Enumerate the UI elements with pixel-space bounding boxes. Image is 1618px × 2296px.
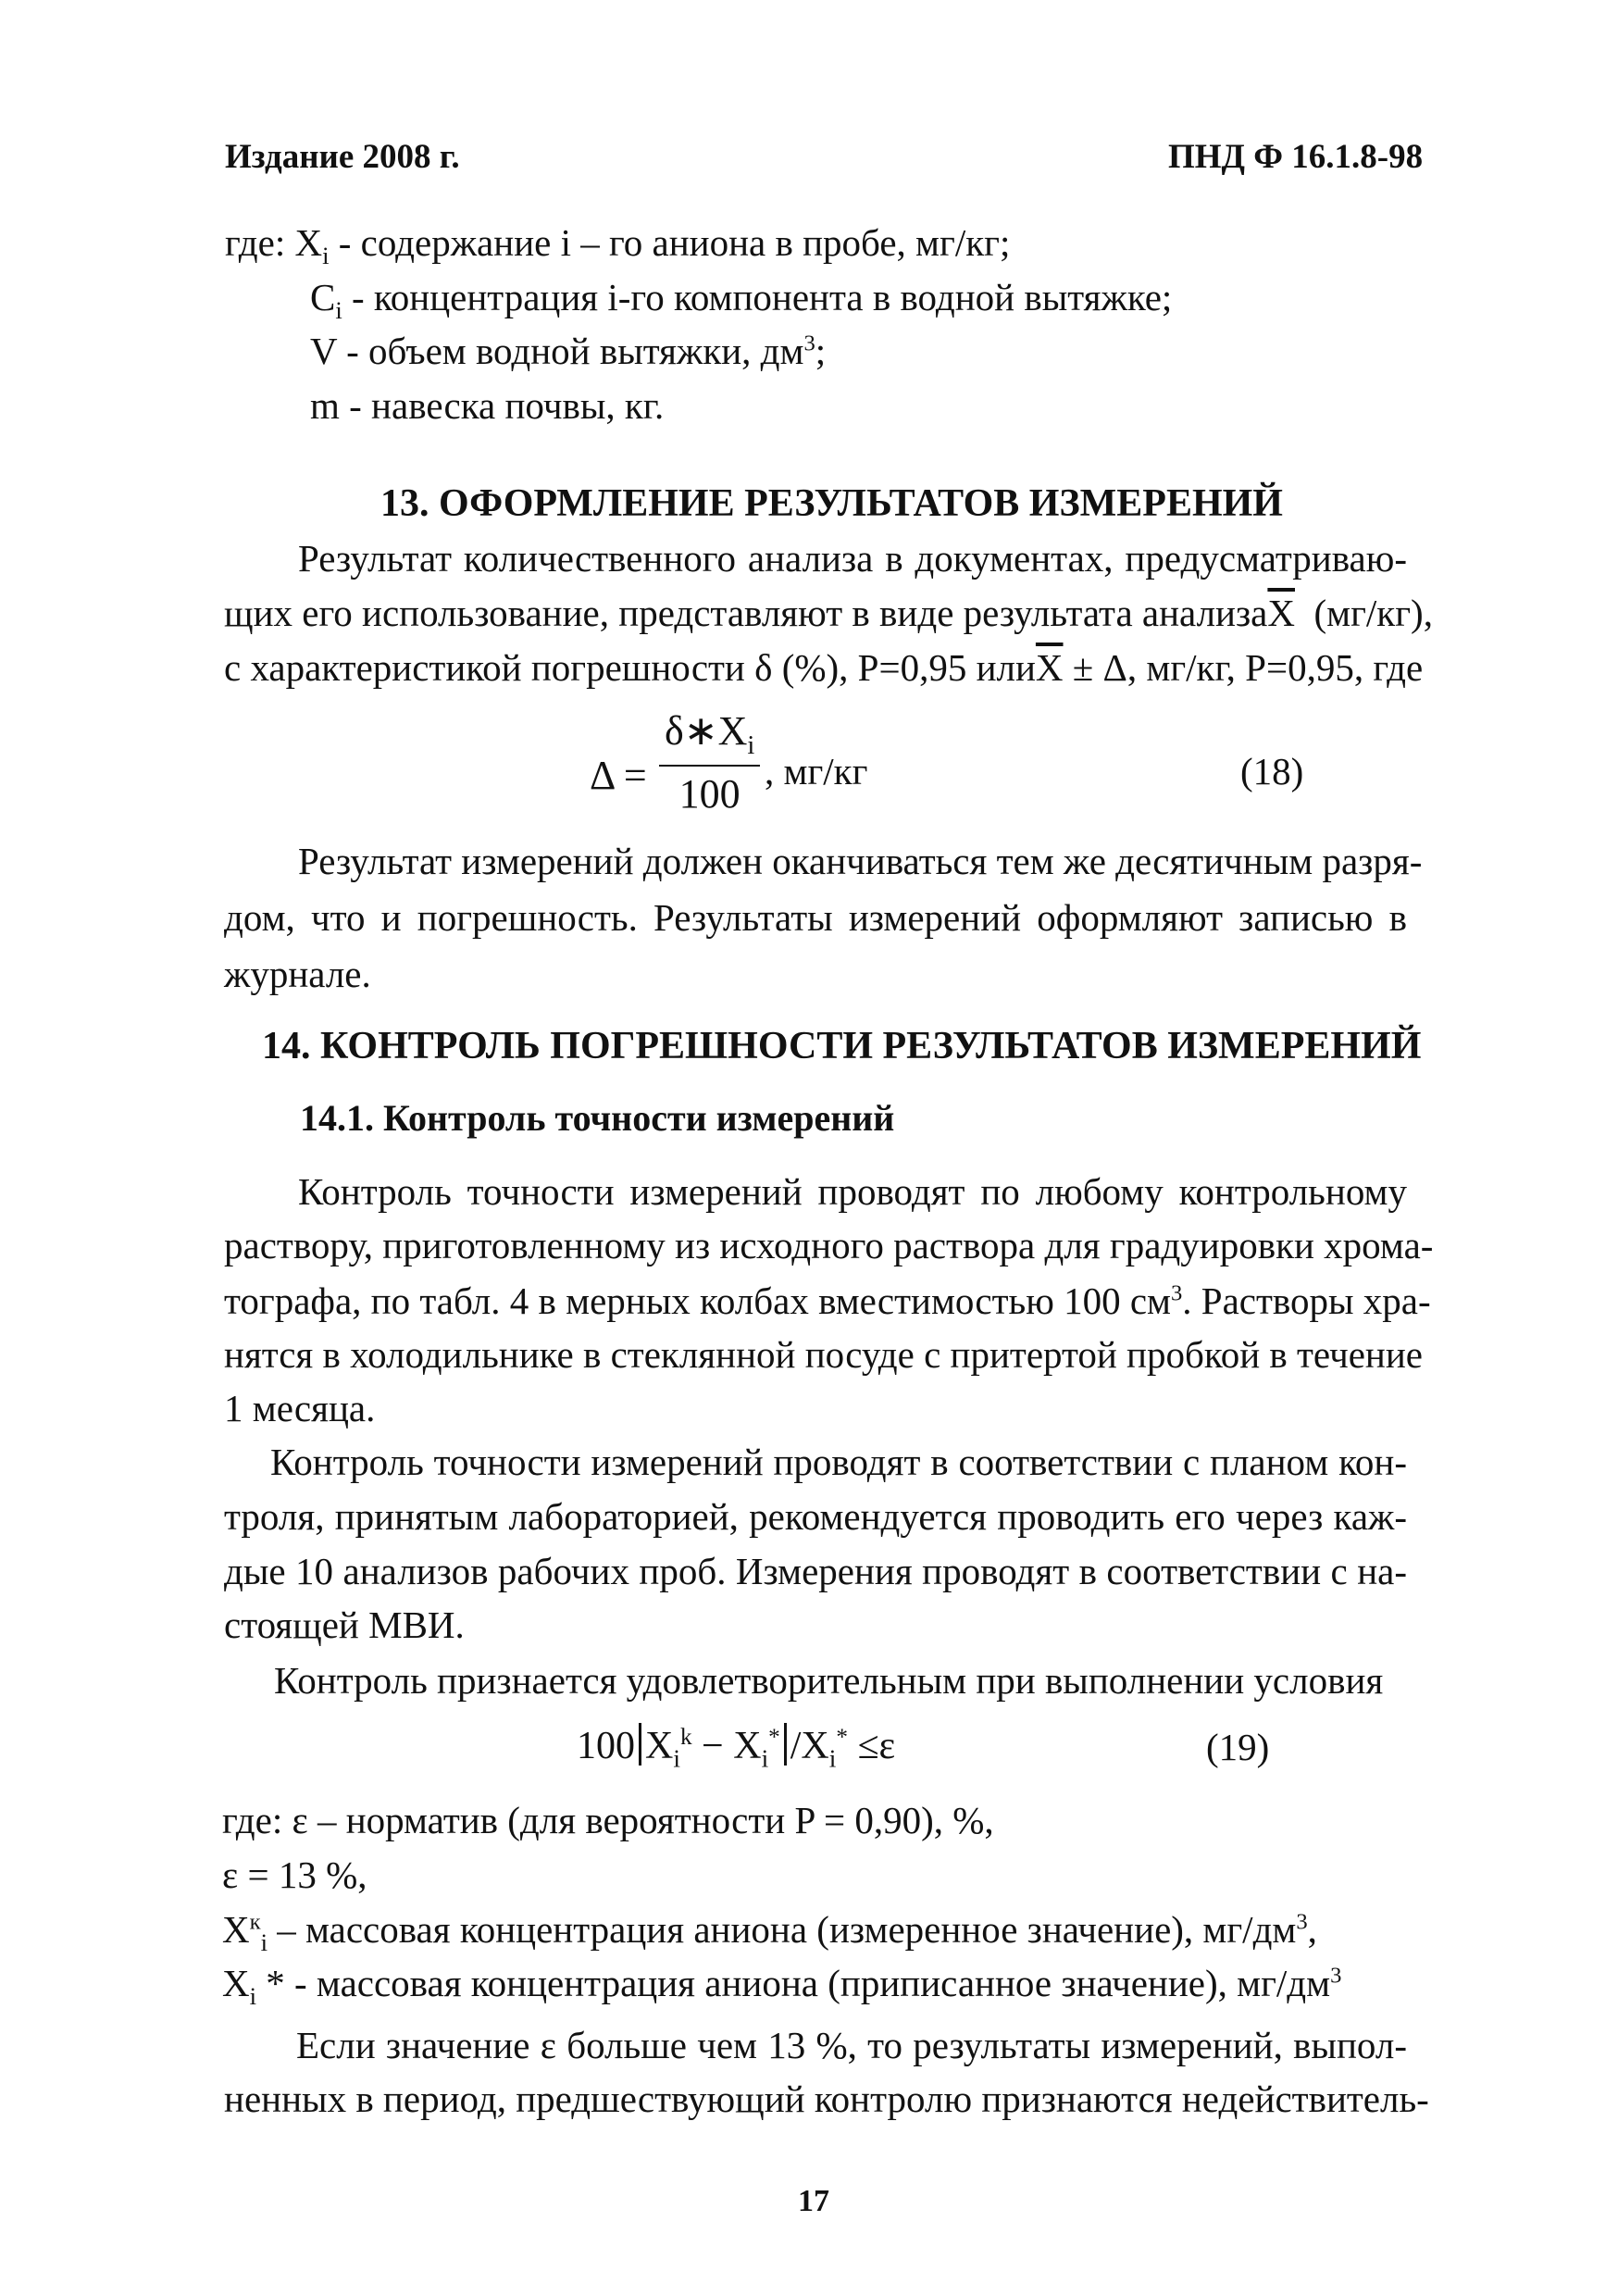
s14-p1-line4: нятся в холодильнике в стеклянной посуде с притертой пробкой в течение	[224, 1333, 1423, 1376]
s14-where-xk: $X^к_i$ – массовая концентрация аниона (измеренное значение), $мг/дм^3$,	[222, 1908, 1317, 1957]
formula-19: 100 $X_i^k - X_i^*$ $/X_i^* \le\varepsilon$	[577, 1725, 896, 1773]
s14-p3: Контроль признается удовлетворительным при выполнении условия	[274, 1659, 1384, 1702]
s13-p1-line1: Результат количественного анализа в документах, предусматриваю-	[298, 537, 1407, 580]
s13-p1-line2: щих его использование, представляют в виде результата анализа $\overline{X}$ (мг/кг),	[224, 592, 1433, 634]
s14-p4-line1: Если значение ε больше чем 13 %, то результаты измерений, выпол-	[296, 2024, 1407, 2066]
section-14-title: 14. КОНТРОЛЬ ПОГРЕШНОСТИ РЕЗУЛЬТАТОВ ИЗМЕРЕНИЙ	[262, 1025, 1422, 1067]
where-line-c: $C_i$ - концентрация i-го компонента в водной вытяжке;	[310, 276, 1173, 325]
formula-18-number: (18)	[1240, 750, 1304, 792]
s13-p2-line3: журнале.	[224, 953, 371, 995]
formula-18-unit: , мг/кг	[765, 750, 868, 792]
formula-18-fraction: $\frac{\delta∗X_i}{100}$	[659, 705, 760, 819]
s14-where-eps: где: ε – норматив (для вероятности P = 0,90), %,	[222, 1799, 994, 1841]
s14-where-xstar: $X_i$ * - массовая концентрация аниона (приписанное значение), $мг/дм^3$	[222, 1962, 1342, 2011]
edition-label: Издание 2008 г.	[225, 138, 460, 176]
where-line-x: где: $X_i$ - содержание i – го аниона в пробе, мг/кг;	[225, 221, 1011, 270]
s14-where-eps-value: ε = 13 %,	[222, 1853, 367, 1896]
s13-p1-line3: с характеристикой погрешности δ (%), P=0,95 или $\overline{X} \pm \Delta$, мг/кг, P=0,95, где	[224, 646, 1424, 689]
s13-p2-line1: Результат измерений должен оканчиваться тем же десятичным разря-	[298, 840, 1423, 882]
where-line-m: m - навеска почвы, кг.	[310, 384, 665, 427]
s14-p1-line5: 1 месяца.	[224, 1387, 376, 1429]
section-14-1-title: 14.1. Контроль точности измерений	[300, 1097, 895, 1139]
where-line-v: V - объем водной вытяжки, $дм^3$;	[310, 330, 827, 372]
s14-p1-line3: тографа, по табл. 4 в мерных колбах вместимостью 100 $см^3$. Растворы хра-	[224, 1279, 1431, 1322]
s14-p2-line4: стоящей МВИ.	[224, 1603, 465, 1646]
s14-p2-line1: Контроль точности измерений проводят в соответствии с планом кон-	[270, 1441, 1407, 1483]
s14-p1-line2: раствору, приготовленному из исходного раствора для градуировки хрома-	[224, 1224, 1434, 1267]
formula-19-number: (19)	[1206, 1726, 1270, 1768]
formula-18-lhs: Δ =	[590, 753, 647, 798]
document-code: ПНД Ф 16.1.8-98	[1168, 138, 1424, 176]
page-number: 17	[798, 2184, 829, 2218]
s14-p2-line3: дые 10 анализов рабочих проб. Измерения проводят в соответствии с на-	[224, 1550, 1407, 1592]
section-13-title: 13. ОФОРМЛЕНИЕ РЕЗУЛЬТАТОВ ИЗМЕРЕНИЙ	[380, 482, 1283, 525]
s13-p2-line2: дом, что и погрешность. Результаты измерений оформляют записью в	[224, 896, 1407, 939]
s14-p2-line2: троля, принятым лабораторией, рекомендуется проводить его через каж-	[224, 1495, 1407, 1538]
s14-p1-line1: Контроль точности измерений проводят по любому контрольному	[298, 1170, 1407, 1213]
s14-p4-line2: ненных в период, предшествующий контролю признаются недействитель-	[224, 2078, 1429, 2120]
